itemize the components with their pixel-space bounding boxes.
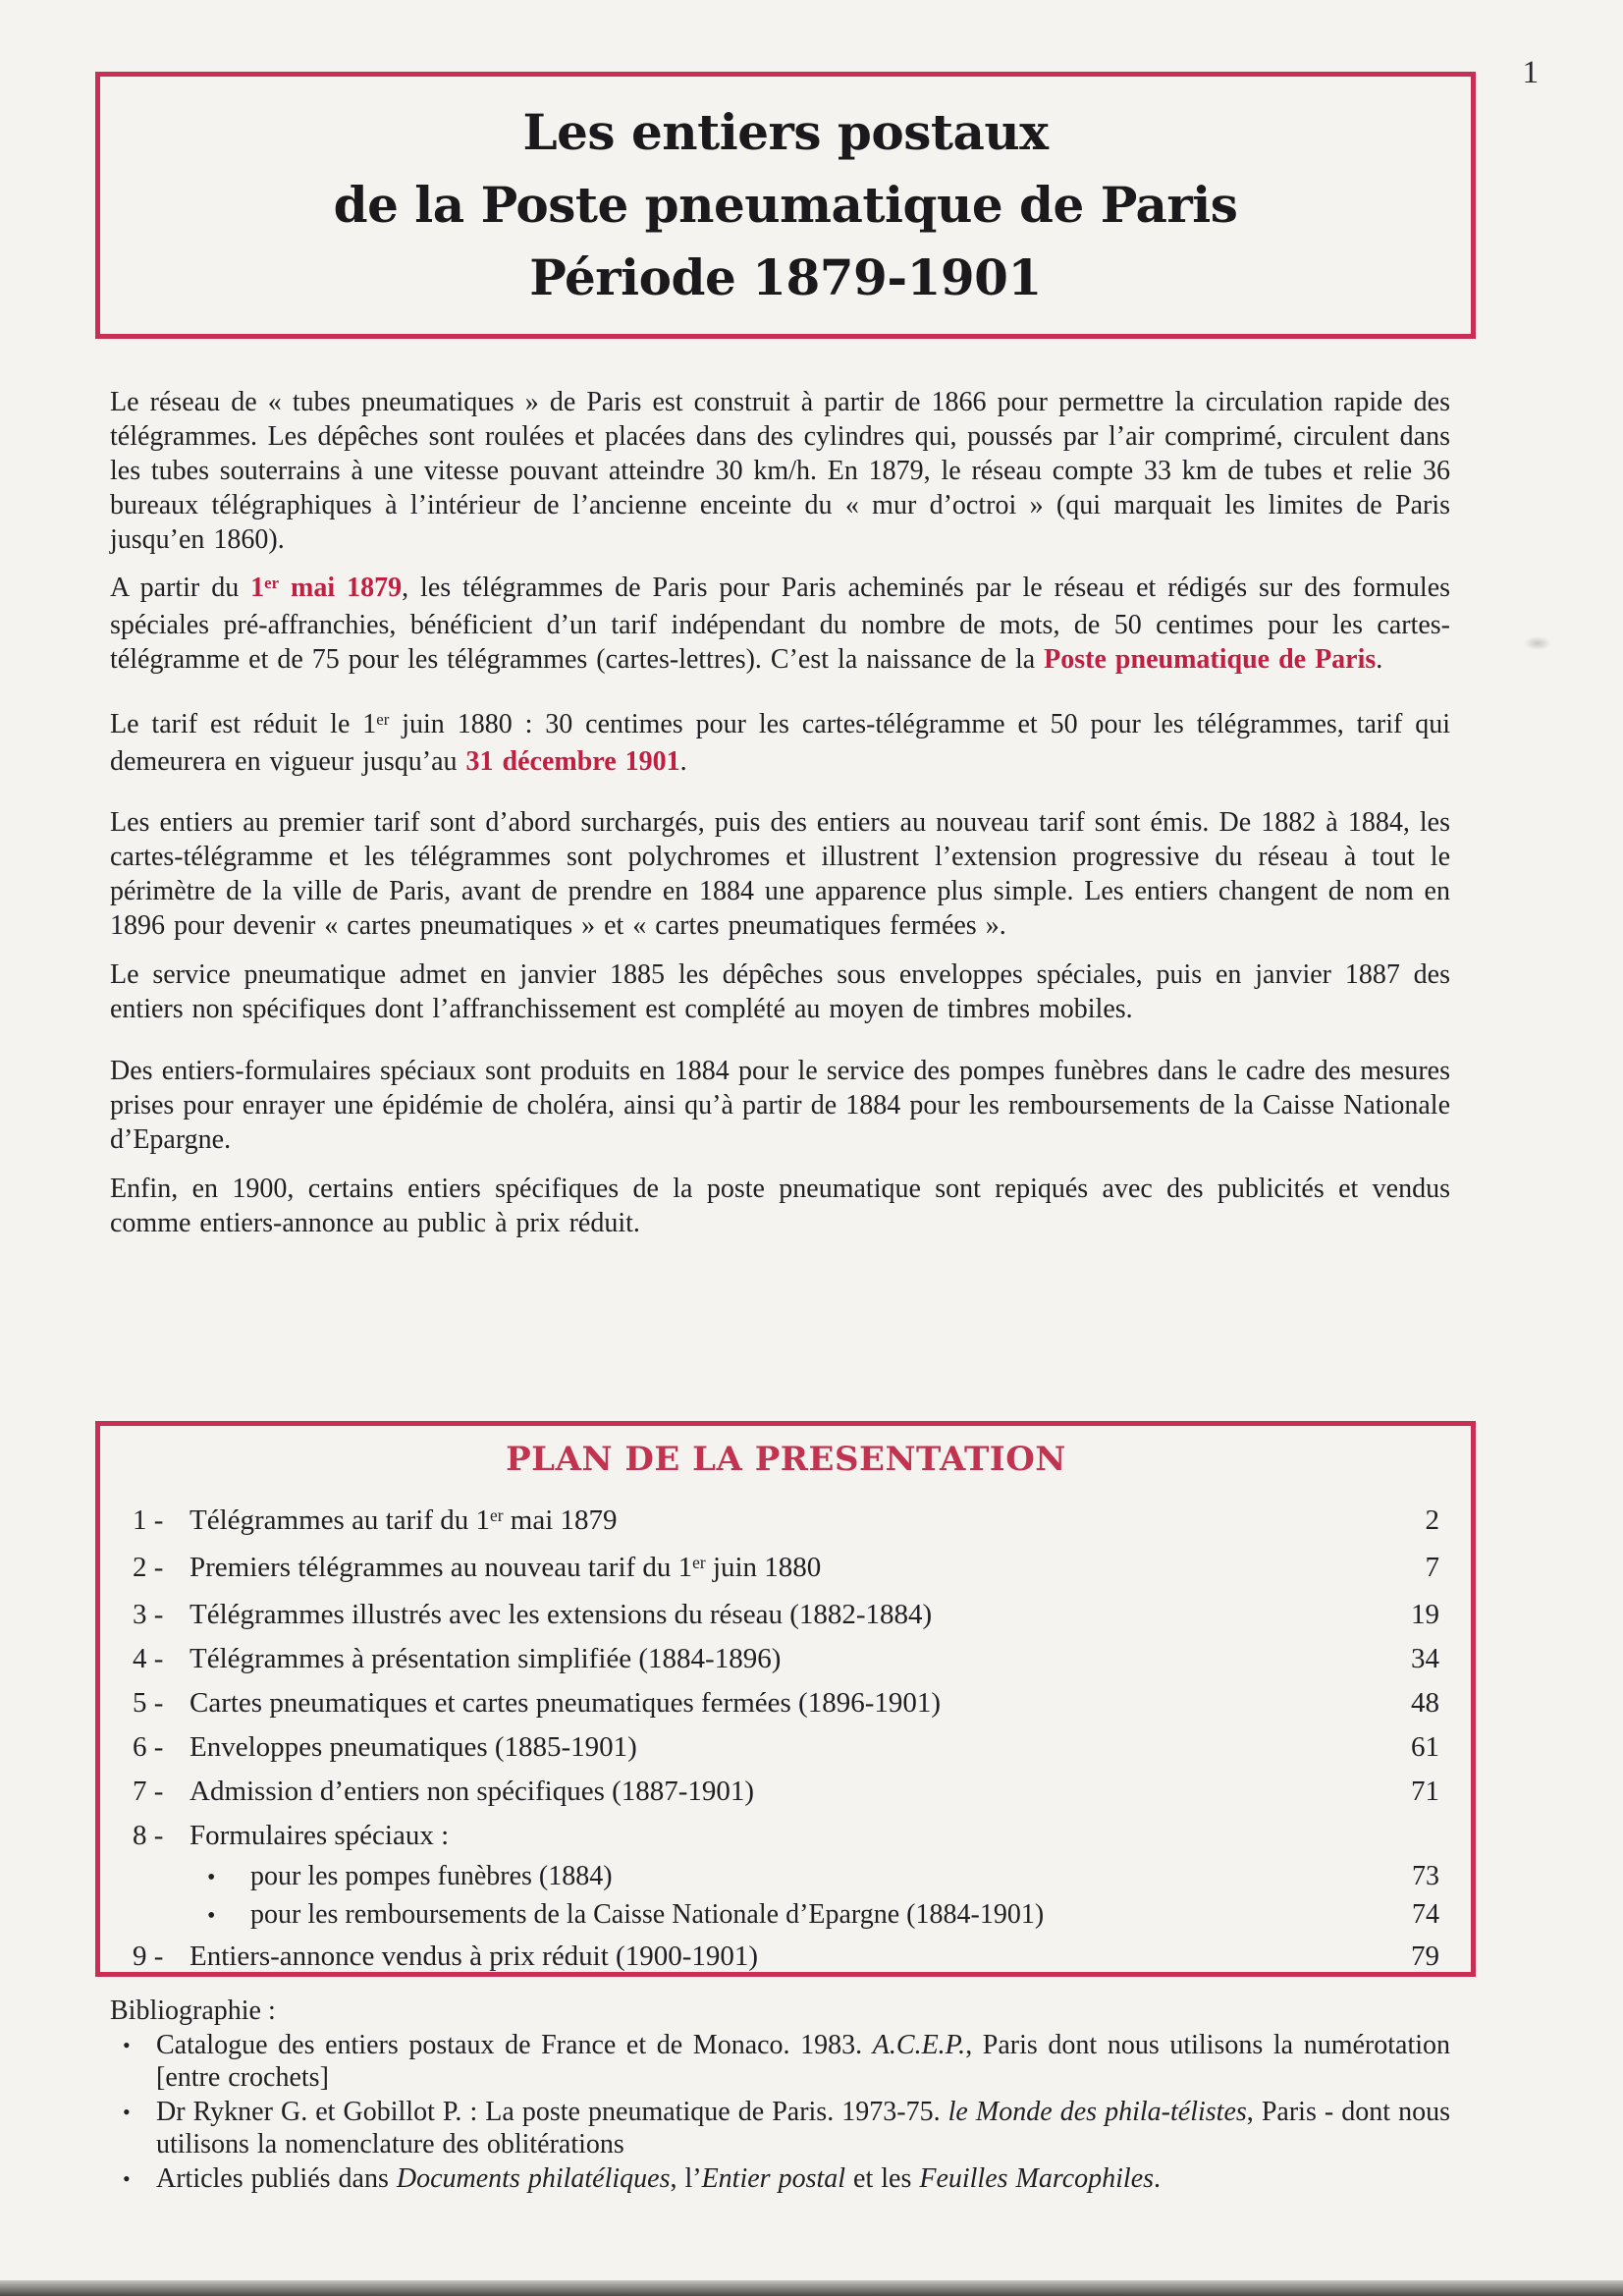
text-segment: , les télégrammes de Paris pour Paris acheminés par le réseau et rédigés sur des formules spéciales pré-affranchies, bénéficient d’un tarif indépendant du nombre de mots, de 50 centimes pour les cartes-télégramme et de 75 pour les télégrammes (cartes-lettres). C’est la naissance de la: [110, 573, 1451, 675]
toc-item: [133, 1499, 1439, 1546]
bullet-icon: •: [123, 2033, 131, 2057]
toc-item: [133, 1681, 1439, 1725]
text-segment: Le tarif est réduit le 1: [110, 709, 377, 739]
toc-item-number: 9 -: [133, 1941, 164, 1972]
text-segment: Enfin, en 1900, certains entiers spécifiques de la poste pneumatique sont repiqués avec des publicités et vendus comme entiers-annonce au public à prix réduit.: [110, 1174, 1450, 1238]
paragraph-5: [110, 957, 1450, 1026]
text-segment: Poste pneumatique de Paris: [1044, 644, 1377, 675]
toc-item-label: [189, 1499, 1377, 1546]
text-segment: er: [692, 1553, 706, 1573]
text-segment: Télégrammes à présentation simplifiée (1884-1896): [189, 1643, 782, 1674]
toc-item-number: 8 -: [133, 1820, 164, 1851]
text-segment: er: [376, 710, 390, 730]
text-segment: mai 1879: [279, 573, 403, 603]
text-segment: Télégrammes illustrés avec les extensions du réseau (1882-1884): [189, 1599, 933, 1630]
bibliography-item-2: [110, 2096, 1450, 2160]
bibliography-heading: Bibliographie :: [110, 1995, 276, 2026]
text-segment: pour les pompes funèbres (1884): [250, 1861, 613, 1891]
toc-item-label: [189, 1593, 1377, 1637]
text-segment: 31 décembre 1901: [465, 746, 680, 777]
bullet-icon: •: [123, 2100, 131, 2124]
text-segment: , Paris - dont nous utilisons la nomenclature des oblitérations: [156, 2097, 1451, 2159]
toc-item: [133, 1593, 1439, 1637]
scan-smudge-artifact: [1524, 636, 1551, 650]
text-segment: er: [490, 1505, 504, 1526]
text-segment: Feuilles Marcophiles: [919, 2163, 1155, 2194]
toc-item-page: 7: [1425, 1552, 1439, 1583]
text-segment: .: [1376, 644, 1383, 675]
toc-item: [133, 1935, 1439, 1979]
toc-item-number: 3 -: [133, 1599, 164, 1630]
toc-item-label: [189, 1546, 1377, 1593]
bibliography-list: [110, 2029, 1450, 2195]
toc-item-label: [189, 1725, 1377, 1770]
toc-item-page: 74: [1412, 1899, 1439, 1930]
text-segment: Catalogue des entiers postaux de France et de Monaco. 1983.: [156, 2030, 873, 2060]
toc-item-label: [189, 1637, 1377, 1681]
bullet-icon: •: [207, 1865, 216, 1890]
bullet-icon: •: [123, 2166, 131, 2191]
toc-item-page: 71: [1411, 1776, 1439, 1807]
intro-paragraphs: [110, 385, 1450, 1240]
text-segment: Des entiers-formulaires spéciaux sont produits en 1884 pour le service des pompes funèbres dans le cadre des mesures prises pour enrayer une épidémie de choléra, ainsi qu’à partir de 1884 pour les remboursements de la Caisse Nationale d’Epargne.: [110, 1056, 1450, 1155]
scan-edge-artifact: [0, 2280, 1623, 2296]
toc-item: [133, 1770, 1439, 1814]
text-segment: le Monde des phila-télistes: [947, 2097, 1247, 2127]
text-segment: Télégrammes au tarif du 1: [189, 1504, 490, 1536]
text-segment: .: [679, 746, 687, 777]
text-segment: Admission d’entiers non spécifiques (1887-1901): [189, 1776, 755, 1807]
toc-item-number: 6 -: [133, 1731, 164, 1763]
document-title-line-2: de la Poste pneumatique de Paris: [333, 176, 1238, 234]
text-segment: Dr Rykner G. et Gobillot P. : La poste pneumatique de Paris. 1973-75.: [156, 2097, 948, 2127]
toc-item-page: 2: [1425, 1504, 1439, 1536]
document-title-line-3: Période 1879-1901: [529, 248, 1042, 306]
text-segment: juin 1880: [705, 1552, 822, 1583]
toc-item-label: [189, 1814, 1377, 1858]
toc-item: [133, 1546, 1439, 1593]
text-segment: , Paris dont nous utilisons la numérotation [entre crochets]: [156, 2030, 1451, 2093]
document-title-line-1: Les entiers postaux: [522, 103, 1049, 161]
text-segment: juin 1880 : 30 centimes pour les cartes-télégramme et 50 pour les télégrammes, tarif qui demeurera en vigueur jusqu’au: [110, 709, 1450, 777]
bibliography-item-1: [110, 2029, 1450, 2094]
toc-item-label: [250, 1858, 1377, 1895]
paragraph-6: [110, 1054, 1450, 1157]
paragraph-4: [110, 805, 1450, 943]
title-box: [95, 72, 1476, 339]
text-segment: Cartes pneumatiques et cartes pneumatiques fermées (1896-1901): [189, 1687, 942, 1719]
text-segment: A.C.E.P.: [872, 2030, 966, 2060]
bullet-icon: •: [207, 1903, 216, 1929]
text-segment: et les: [845, 2163, 920, 2194]
paragraph-1: [110, 385, 1450, 557]
text-segment: Le service pneumatique admet en janvier 1885 les dépêches sous enveloppes spéciales, puis en janvier 1887 des entiers non spécifiques dont l’affranchissement est complété au moyen de timbres mobiles.: [110, 959, 1450, 1024]
toc-item-number: 4 -: [133, 1643, 164, 1674]
text-segment: Entier postal: [701, 2163, 846, 2194]
toc-item-number: 5 -: [133, 1687, 164, 1719]
text-segment: Premiers télégrammes au nouveau tarif du 1: [189, 1552, 693, 1583]
text-segment: mai 1879: [503, 1504, 618, 1536]
text-segment: A partir du: [110, 573, 251, 603]
toc-item-number: 2 -: [133, 1552, 164, 1583]
paragraph-7: [110, 1172, 1450, 1240]
toc-item-page: 48: [1411, 1687, 1439, 1719]
text-segment: , l’: [670, 2163, 702, 2194]
toc-item-number: 7 -: [133, 1776, 164, 1807]
text-segment: Enveloppes pneumatiques (1885-1901): [189, 1731, 637, 1763]
plan-heading: PLAN DE LA PRESENTATION: [506, 1440, 1066, 1479]
text-segment: Articles publiés dans: [156, 2163, 397, 2194]
text-segment: Le réseau de « tubes pneumatiques » de Paris est construit à partir de 1866 pour permettre la circulation rapide des télégrammes. Les dépêches sont roulées et placées dans des cylindres qui, poussés par l’air comprimé, circulent dans les tubes souterrains à une vitesse pouvant atteindre 30 km/h. En 1879, le réseau compte 33 km de tubes et relie 36 bureaux télégraphiques à l’intérieur de l’ancienne enceinte du « mur d’octroi » (qui marquait les limites de Paris jusqu’en 1860).: [110, 387, 1450, 555]
toc-item-page: 79: [1411, 1941, 1439, 1972]
text-segment: Documents philatéliques: [396, 2163, 671, 2194]
text-segment: .: [1154, 2163, 1162, 2194]
text-segment: Formulaires spéciaux :: [189, 1820, 450, 1851]
toc-item: [133, 1637, 1439, 1681]
text-segment: pour les remboursements de la Caisse Nationale d’Epargne (1884-1901): [250, 1899, 1045, 1930]
toc-item-page: 34: [1411, 1643, 1439, 1674]
bibliography-section: [110, 1995, 1450, 2195]
toc-item-number: 1 -: [133, 1504, 164, 1536]
toc-item-label: [189, 1770, 1377, 1814]
page-number: 1: [1522, 55, 1539, 90]
bibliography-item-3: [110, 2162, 1450, 2195]
toc-item-page: 19: [1411, 1599, 1439, 1630]
toc-item-label: [250, 1896, 1377, 1934]
text-segment: Les entiers au premier tarif sont d’abord surchargés, puis des entiers au nouveau tarif sont émis. De 1882 à 1884, les cartes-télégramme et les télégrammes sont polychromes et illustrent l’extension progressive du réseau à tout le périmètre de la ville de Paris, avant de prendre en 1884 une apparence plus simple. Les entiers changent de nom en 1896 pour devenir « cartes pneumatiques » et « cartes pneumatiques fermées ».: [110, 807, 1450, 941]
toc-item-label: [189, 1935, 1377, 1979]
toc-item-page: 61: [1411, 1731, 1439, 1763]
text-segment: Entiers-annonce vendus à prix réduit (1900-1901): [189, 1941, 759, 1972]
toc-subitem: [133, 1858, 1439, 1896]
toc-item: [133, 1725, 1439, 1770]
toc-item: [133, 1814, 1439, 1858]
plan-box: [95, 1421, 1476, 1977]
toc-item-page: 73: [1412, 1861, 1439, 1891]
toc-item-label: [189, 1681, 1377, 1725]
paragraph-3: [110, 707, 1450, 779]
text-segment: 1: [250, 573, 265, 603]
toc-subitem: [133, 1896, 1439, 1935]
text-segment: er: [264, 574, 280, 593]
paragraph-2: [110, 571, 1450, 677]
toc-list: [133, 1499, 1439, 1979]
